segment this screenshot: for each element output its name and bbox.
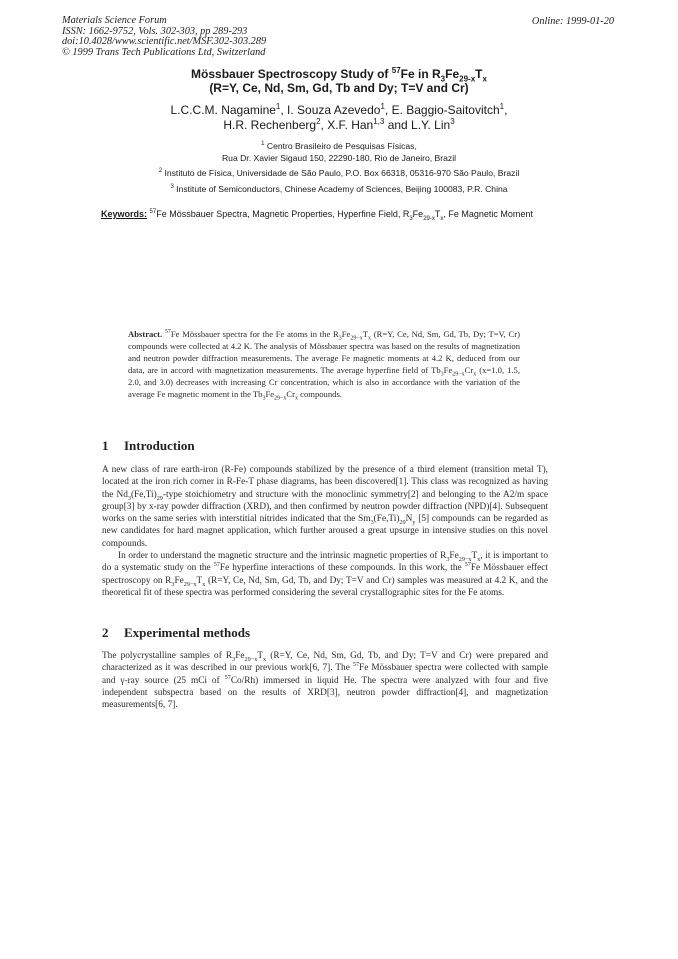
intro-paragraph-1: A new class of rare earth-iron (R-Fe) compounds stabilized by the presence of a third element (transition metal T), located at the iron rich corner in R-Fe-T phase diagrams, has been discovered[1]. This class was recognized as having the $Nd_3(Fe,Ti)_{29}$-type stoichiometry and structure with the monoclinic symmetry[2] and belonging to the A2/m space group[3] by x-ray powder diffraction (XRD), and then confirmed by neutron powder diffraction (NPD)[4]. Subsequent works on the same series with interstitial nitrides indicated that the $Sm_3(Fe,Ti)_{29}N_y$ [5] compounds can be regarded as new candidates for hard magnet application, which further aroused a great upsurge in intensive studies on this novel compounds.	[102, 465, 548, 549]
introduction-body	[102, 464, 548, 599]
keywords-label: Keywords:	[101, 209, 148, 219]
journal-header	[62, 16, 266, 58]
abstract-label: Abstract.	[128, 329, 163, 339]
section-heading-experimental: 2 Experimental methods	[102, 625, 251, 640]
experimental-paragraph: The polycrystalline samples of $R_3Fe_{29-x}T_x$ (R=Y, Ce, Nd, Sm, Gd, Tb, and Dy; T=V and Cr) were prepared and characterized as it was described in our previous work[6, 7]. The $^{57}$Fe Mössbauer spectra were collected with sample and γ-ray source (25 mCi of $^{57}$Co/Rh) immersed in liquid He. The spectra were analyzed with four and five independent subspectra based on the results of XRD[3], neutron powder diffraction[4], and magnetization measurements[6, 7].	[102, 651, 548, 711]
keywords: Keywords: $^{57}$Fe Mössbauer Spectra, Magnetic Properties, Hyperfine Field, $R_3Fe_{29-x}T_x$, Fe Magnetic Moment	[101, 209, 533, 222]
affiliation-1: $^1$ Centro Brasileiro de Pesquisas Físicas, Rua Dr. Xavier Sigaud 150, 22290-180, Rio de Janeiro, Brazil	[221, 141, 457, 163]
doi-line: doi:10.4028/www.scientific.net/MSF.302-303.289	[62, 36, 267, 48]
intro-paragraph-2: In order to understand the magnetic structure and the intrinsic magnetic properties of $R_3Fe_{29-x}T_x$, it is important to do a systematic study on the $^{57}$Fe hyperfine interactions of these compounds. In this work, the $^{57}$Fe Mössbauer effect spectroscopy on $R_3Fe_{29-x}T_x$ (R=Y, Ce, Nd, Sm, Gd, Tb, and Dy; T=V and Cr) samples was measured at 4.2 K, and the theoretical fit of these spectra was performed considering the several crystallographic sites for the Fe atoms.	[102, 551, 548, 598]
abstract: Abstract. $^{57}$Fe Mössbauer spectra for the Fe atoms in the $R_3Fe_{29-x}T_x$ (R=Y, Ce, Nd, Sm, Gd, Tb, Dy; T=V, Cr) compounds were collected at 4.2 K. The analysis of Mössbauer spectra was based on the results of magnetization and neutron powder diffraction measurements. The average Fe magnetic moments at 4.2 K, deduced from our data, are in accord with magnetization measurements. The average hyperfine field of $Tb_3Fe_{29-x}Cr_x$ (x=1.0, 1.5, 2.0, and 3.0) decreases with increasing Cr concentration, which is also in accordance with the variation of the average Fe magnetic moment in the $Tb_3Fe_{29-x}Cr_x$ compounds.	[128, 329, 521, 402]
affiliation-3: $^3$ Institute of Semiconductors, Chinese Academy of Sciences, Beijing 100083, P.R. China	[170, 184, 508, 194]
author-list: L.C.C.M. Nagamine$^1$, I. Souza Azevedo$^1$, E. Baggio-Saitovitch$^1$, H.R. Rechenberg$^2$, X.F. Han$^{1,3}$ and L.Y. Lin$^3$	[170, 102, 508, 132]
journal-name: Materials Science Forum	[62, 15, 167, 26]
paper-title: Mössbauer Spectroscopy Study of $^{57}$Fe in $R_3Fe_{29-x}T_x$ (R=Y, Ce, Nd, Sm, Gd, Tb and Dy; T=V and Cr)	[191, 66, 487, 95]
online-date: Online: 1999-01-20	[531, 16, 614, 27]
section-heading-introduction: 1 Introduction	[102, 438, 195, 453]
affiliation-2: $^2$ Instituto de Física, Universidade de São Paulo, P.O. Box 66318, 05316-970 São Paulo, Brazil	[158, 168, 520, 178]
issn-line: ISSN: 1662-9752, Vols. 302-303, pp 289-293	[62, 25, 248, 37]
copyright-line: © 1999 Trans Tech Publications Ltd, Switzerland	[62, 46, 266, 58]
experimental-body	[102, 650, 548, 711]
